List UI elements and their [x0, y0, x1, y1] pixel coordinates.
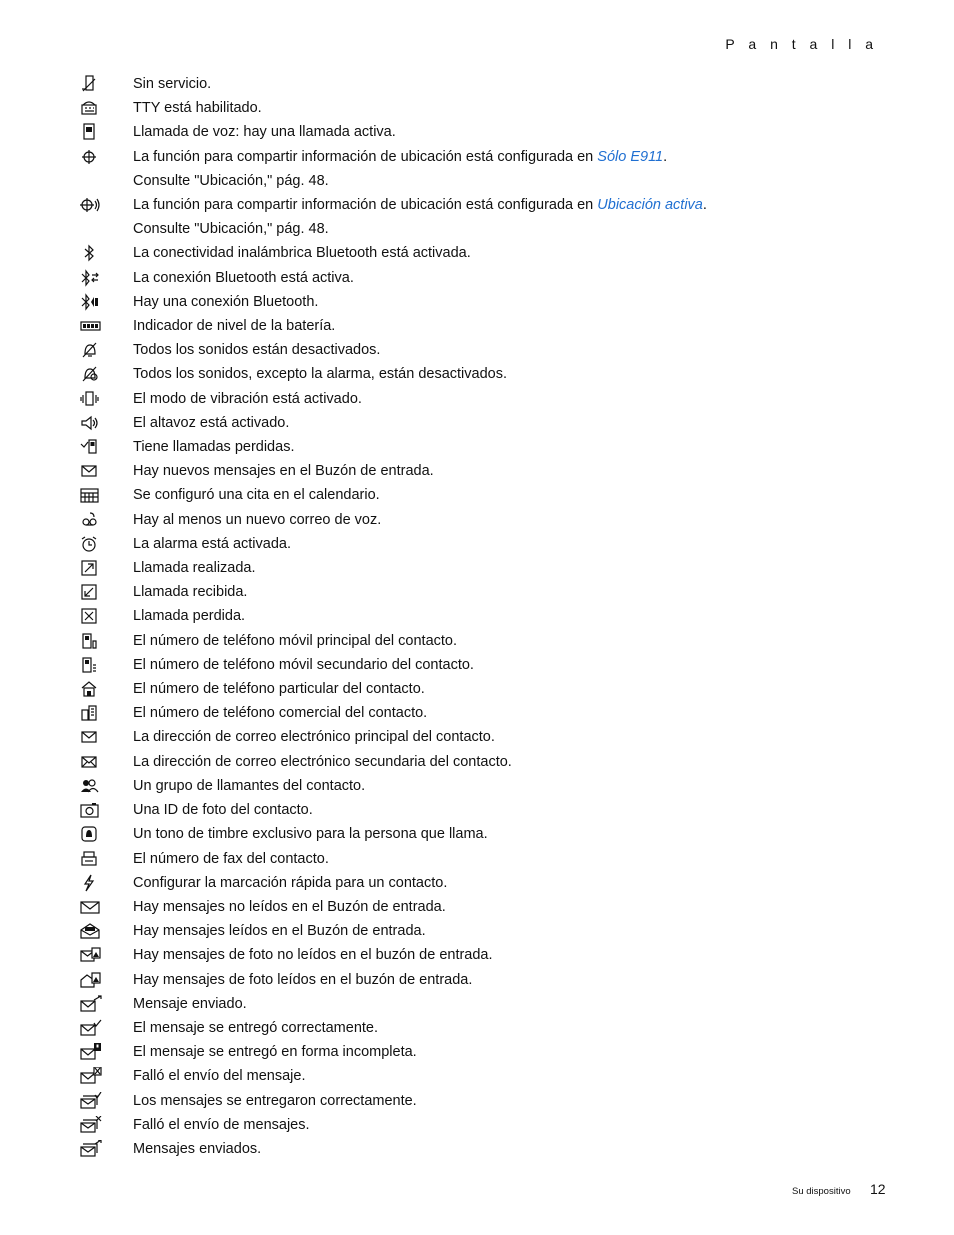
- item-description: Llamada realizada.: [133, 560, 256, 577]
- list-item: [80, 459, 900, 483]
- mobile-secondary-icon: [80, 653, 133, 677]
- item-description: La función para compartir información de ubicación está configurada en Ubicación activa. Consulte "Ubicación," pág. 48.: [133, 193, 900, 241]
- bluetooth-connection-icon: [80, 290, 133, 314]
- list-item: [80, 871, 900, 895]
- bluetooth-active-icon: [80, 266, 133, 290]
- speaker-icon: [80, 411, 133, 435]
- item-description: Hay al menos un nuevo correo de voz.: [133, 511, 382, 528]
- messages-delivered-icon: [80, 1089, 133, 1113]
- list-item: [80, 1016, 900, 1040]
- setting-link[interactable]: Ubicación activa: [597, 197, 703, 214]
- item-description: TTY está habilitado.: [133, 100, 262, 117]
- list-item: [80, 798, 900, 822]
- silent-alarm-icon: [80, 362, 133, 386]
- email-secondary-icon: [80, 750, 133, 774]
- item-description: El mensaje se entregó en forma incompleta.: [133, 1044, 417, 1061]
- item-description: Hay mensajes de foto no leídos en el buzón de entrada.: [133, 947, 493, 964]
- item-description: El número de teléfono particular del contacto.: [133, 681, 425, 698]
- list-item: [80, 120, 900, 144]
- list-item: [80, 241, 900, 265]
- speed-dial-icon: [80, 871, 133, 895]
- list-item: [80, 580, 900, 604]
- missed-call-icon: [80, 604, 133, 628]
- list-item: [80, 1064, 900, 1088]
- sent-message-icon: [80, 992, 133, 1016]
- list-item: [80, 556, 900, 580]
- item-description: Sin servicio.: [133, 76, 212, 92]
- item-description: El modo de vibración está activado.: [133, 390, 362, 407]
- partial-delivery-icon: [80, 1040, 133, 1064]
- messages-failed-icon: [80, 1113, 133, 1137]
- caller-group-icon: [80, 774, 133, 798]
- list-item: [80, 338, 900, 362]
- calendar-icon: [80, 483, 133, 507]
- item-description: Falló el envío de mensajes.: [133, 1116, 310, 1133]
- voicemail-icon: [80, 508, 133, 532]
- item-description: Falló el envío del mensaje.: [133, 1068, 306, 1085]
- list-item: [80, 387, 900, 411]
- item-description: La dirección de correo electrónico secundaria del contacto.: [133, 753, 512, 770]
- list-item: [80, 483, 900, 507]
- page-number: 12: [870, 1181, 886, 1197]
- item-description: Configurar la marcación rápida para un contacto.: [133, 874, 448, 891]
- delivered-message-icon: [80, 1016, 133, 1040]
- item-description: Hay mensajes leídos en el Buzón de entrada.: [133, 923, 426, 940]
- list-item: [80, 919, 900, 943]
- received-call-icon: [80, 580, 133, 604]
- missed-calls-icon: [80, 435, 133, 459]
- item-description: Indicador de nivel de la batería.: [133, 318, 336, 335]
- item-description: El número de fax del contacto.: [133, 850, 329, 867]
- list-item: [80, 604, 900, 628]
- footer-section: Su dispositivo: [792, 1186, 851, 1197]
- item-description: La conectividad inalámbrica Bluetooth está activada.: [133, 245, 471, 262]
- email-primary-icon: [80, 725, 133, 749]
- home-phone-icon: [80, 677, 133, 701]
- item-description: El número de teléfono móvil secundario del contacto.: [133, 656, 474, 673]
- item-description: La función para compartir información de ubicación está configurada en Sólo E911. Consulte "Ubicación," pág. 48.: [133, 145, 900, 193]
- mobile-primary-icon: [80, 629, 133, 653]
- item-description: Los mensajes se entregaron correctamente.: [133, 1092, 417, 1109]
- item-description: Tiene llamadas perdidas.: [133, 439, 295, 456]
- active-call-icon: [80, 120, 133, 144]
- alarm-clock-icon: [80, 532, 133, 556]
- location-e911-icon: [80, 145, 133, 169]
- item-description: Llamada recibida.: [133, 584, 248, 601]
- list-item: [80, 943, 900, 967]
- page-header: P a n t a l l a: [725, 36, 878, 52]
- location-active-icon: [80, 193, 133, 217]
- list-item: [80, 266, 900, 290]
- item-description: Todos los sonidos están desactivados.: [133, 342, 381, 359]
- item-description: Un grupo de llamantes del contacto.: [133, 777, 366, 794]
- list-item: [80, 629, 900, 653]
- cross-reference: Consulte "Ubicación," pág. 48.: [133, 172, 329, 189]
- silent-icon: [80, 338, 133, 362]
- item-description: La alarma está activada.: [133, 535, 291, 552]
- item-description: El mensaje se entregó correctamente.: [133, 1019, 379, 1036]
- business-phone-icon: [80, 701, 133, 725]
- no-service-icon: [80, 72, 133, 96]
- list-item: [80, 96, 900, 120]
- battery-icon: [80, 314, 133, 338]
- ringtone-icon: [80, 822, 133, 846]
- list-item: [80, 314, 900, 338]
- list-item: [80, 725, 900, 749]
- list-item: [80, 847, 900, 871]
- list-item: [80, 1089, 900, 1113]
- cross-reference: Consulte "Ubicación," pág. 48.: [133, 221, 329, 238]
- item-description: El altavoz está activado.: [133, 414, 290, 431]
- send-failed-icon: [80, 1064, 133, 1088]
- unread-message-icon: [80, 895, 133, 919]
- tty-icon: [80, 96, 133, 120]
- bluetooth-icon: [80, 241, 133, 265]
- list-item: [80, 508, 900, 532]
- item-description: Hay nuevos mensajes en el Buzón de entrada.: [133, 463, 434, 480]
- item-description: Hay una conexión Bluetooth.: [133, 293, 319, 310]
- fax-icon: [80, 847, 133, 871]
- list-item: [80, 1113, 900, 1137]
- unread-photo-message-icon: [80, 943, 133, 967]
- icon-list: [80, 72, 900, 1161]
- list-item: [80, 193, 900, 241]
- item-description: La dirección de correo electrónico principal del contacto.: [133, 729, 495, 746]
- list-item: [80, 72, 900, 96]
- list-item: [80, 822, 900, 846]
- list-item: [80, 701, 900, 725]
- item-description: Una ID de foto del contacto.: [133, 802, 313, 819]
- list-item: [80, 895, 900, 919]
- item-description: Llamada perdida.: [133, 608, 246, 625]
- item-description: Un tono de timbre exclusivo para la persona que llama.: [133, 826, 488, 843]
- list-item: [80, 653, 900, 677]
- list-item: [80, 362, 900, 386]
- read-message-icon: [80, 919, 133, 943]
- list-item: [80, 750, 900, 774]
- item-description: Hay mensajes no leídos en el Buzón de entrada.: [133, 898, 446, 915]
- list-item: [80, 411, 900, 435]
- list-item: [80, 1137, 900, 1161]
- item-description: Se configuró una cita en el calendario.: [133, 487, 380, 504]
- list-item: [80, 145, 900, 193]
- list-item: [80, 774, 900, 798]
- dialed-call-icon: [80, 556, 133, 580]
- item-description: Mensaje enviado.: [133, 995, 247, 1012]
- list-item: [80, 435, 900, 459]
- item-description: El número de teléfono comercial del contacto.: [133, 705, 428, 722]
- new-message-icon: [80, 459, 133, 483]
- item-description: El número de teléfono móvil principal del contacto.: [133, 632, 458, 649]
- list-item: [80, 532, 900, 556]
- item-description: Todos los sonidos, excepto la alarma, están desactivados.: [133, 366, 507, 383]
- messages-sent-icon: [80, 1137, 133, 1161]
- list-item: [80, 992, 900, 1016]
- item-description: Llamada de voz: hay una llamada activa.: [133, 124, 396, 141]
- setting-link[interactable]: Sólo E911: [597, 148, 664, 165]
- list-item: [80, 677, 900, 701]
- list-item: [80, 968, 900, 992]
- photo-id-icon: [80, 798, 133, 822]
- list-item: [80, 1040, 900, 1064]
- item-description: Hay mensajes de foto leídos en el buzón de entrada.: [133, 971, 473, 988]
- item-description: Mensajes enviados.: [133, 1140, 262, 1157]
- read-photo-message-icon: [80, 968, 133, 992]
- item-description: La conexión Bluetooth está activa.: [133, 269, 354, 286]
- vibrate-icon: [80, 387, 133, 411]
- list-item: [80, 290, 900, 314]
